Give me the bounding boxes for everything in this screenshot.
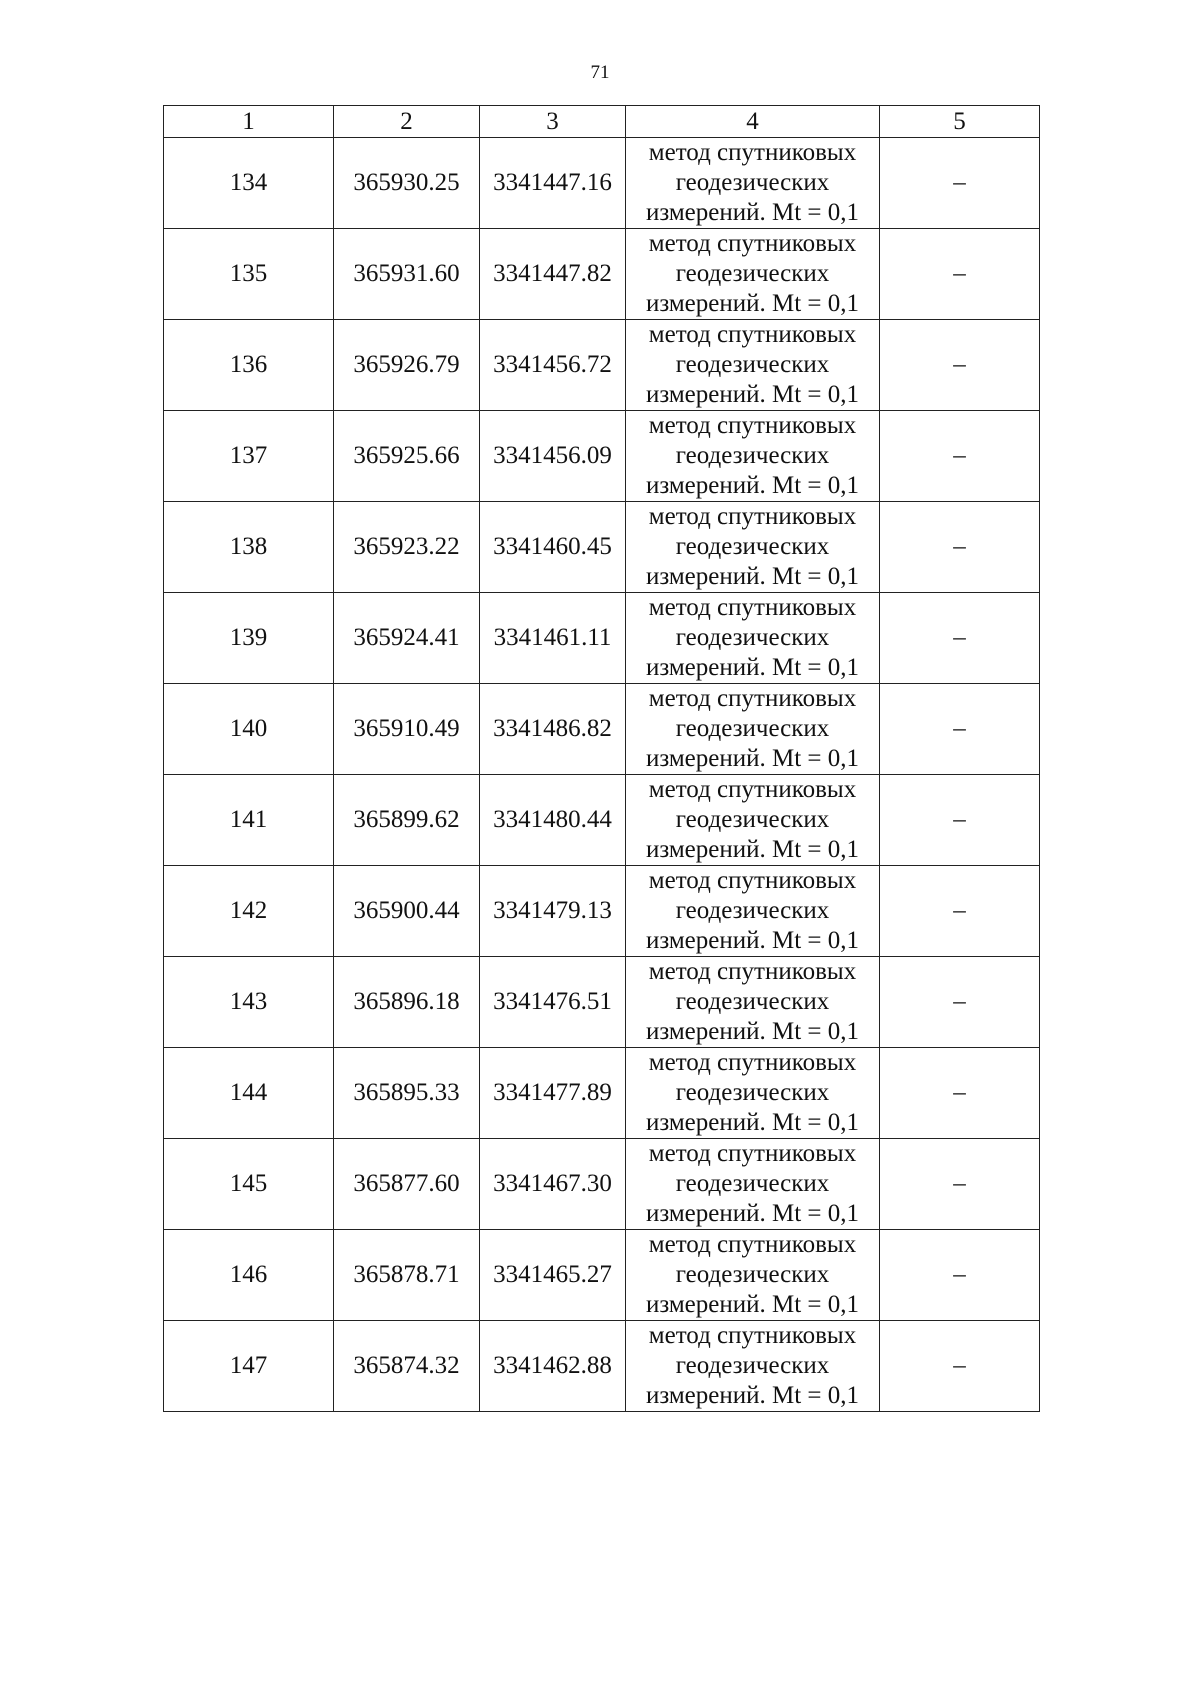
method-cell — [626, 1139, 880, 1230]
note-cell: – — [880, 1139, 1040, 1230]
method-line: геодезических — [675, 1079, 830, 1106]
table-row — [164, 138, 1040, 229]
method-cell — [626, 593, 880, 684]
method-line: измерений. Mt = 0,1 — [645, 290, 860, 317]
note-cell: – — [880, 593, 1040, 684]
x-coordinate-cell: 365895.33 — [334, 1048, 480, 1139]
note-cell: – — [880, 1321, 1040, 1412]
method-cell — [626, 411, 880, 502]
y-coordinate-cell: 3341447.82 — [480, 229, 626, 320]
page-number: 71 — [590, 62, 610, 83]
x-coordinate-cell: 365931.60 — [334, 229, 480, 320]
table-body — [164, 138, 1040, 1412]
method-line: геодезических — [675, 897, 830, 924]
x-coordinate-cell: 365874.32 — [334, 1321, 480, 1412]
note-cell: – — [880, 957, 1040, 1048]
note-cell: – — [880, 229, 1040, 320]
method-cell — [626, 1321, 880, 1412]
method-line: измерений. Mt = 0,1 — [645, 1200, 860, 1227]
y-coordinate-cell: 3341462.88 — [480, 1321, 626, 1412]
coordinates-table — [163, 105, 1040, 1412]
x-coordinate-cell: 365924.41 — [334, 593, 480, 684]
x-coordinate-cell: 365899.62 — [334, 775, 480, 866]
table-row — [164, 1230, 1040, 1321]
method-line: метод спутниковых — [648, 958, 857, 985]
point-number-cell: 141 — [164, 775, 334, 866]
point-number-cell: 145 — [164, 1139, 334, 1230]
method-line: метод спутниковых — [648, 412, 857, 439]
table-row — [164, 320, 1040, 411]
method-cell — [626, 138, 880, 229]
header-cell-2: 2 — [334, 106, 480, 138]
y-coordinate-cell: 3341479.13 — [480, 866, 626, 957]
point-number-cell: 142 — [164, 866, 334, 957]
x-coordinate-cell: 365926.79 — [334, 320, 480, 411]
method-line: геодезических — [675, 260, 830, 287]
method-line: метод спутниковых — [648, 685, 857, 712]
note-cell: – — [880, 1048, 1040, 1139]
method-line: геодезических — [675, 715, 830, 742]
table-row — [164, 593, 1040, 684]
x-coordinate-cell: 365925.66 — [334, 411, 480, 502]
x-coordinate-cell: 365910.49 — [334, 684, 480, 775]
x-coordinate-cell: 365900.44 — [334, 866, 480, 957]
method-line: измерений. Mt = 0,1 — [645, 836, 860, 863]
method-line: метод спутниковых — [648, 1231, 857, 1258]
y-coordinate-cell: 3341467.30 — [480, 1139, 626, 1230]
point-number-cell: 140 — [164, 684, 334, 775]
point-number-cell: 146 — [164, 1230, 334, 1321]
table-row — [164, 502, 1040, 593]
method-line: измерений. Mt = 0,1 — [645, 381, 860, 408]
note-cell: – — [880, 411, 1040, 502]
method-line: геодезических — [675, 1352, 830, 1379]
table-row — [164, 684, 1040, 775]
method-line: измерений. Mt = 0,1 — [645, 199, 860, 226]
table-row — [164, 1321, 1040, 1412]
note-cell: – — [880, 684, 1040, 775]
method-line: измерений. Mt = 0,1 — [645, 472, 860, 499]
table-row — [164, 1048, 1040, 1139]
method-line: измерений. Mt = 0,1 — [645, 927, 860, 954]
table-row — [164, 411, 1040, 502]
point-number-cell: 138 — [164, 502, 334, 593]
y-coordinate-cell: 3341480.44 — [480, 775, 626, 866]
y-coordinate-cell: 3341456.72 — [480, 320, 626, 411]
header-cell-3: 3 — [480, 106, 626, 138]
method-line: геодезических — [675, 533, 830, 560]
method-line: измерений. Mt = 0,1 — [645, 1291, 860, 1318]
table-row — [164, 957, 1040, 1048]
point-number-cell: 137 — [164, 411, 334, 502]
method-line: метод спутниковых — [648, 503, 857, 530]
method-line: метод спутниковых — [648, 594, 857, 621]
note-cell: – — [880, 1230, 1040, 1321]
table-row — [164, 775, 1040, 866]
table-row — [164, 229, 1040, 320]
note-cell: – — [880, 138, 1040, 229]
header-cell-5: 5 — [880, 106, 1040, 138]
point-number-cell: 134 — [164, 138, 334, 229]
note-cell: – — [880, 866, 1040, 957]
point-number-cell: 139 — [164, 593, 334, 684]
y-coordinate-cell: 3341447.16 — [480, 138, 626, 229]
method-line: геодезических — [675, 169, 830, 196]
y-coordinate-cell: 3341456.09 — [480, 411, 626, 502]
x-coordinate-cell: 365896.18 — [334, 957, 480, 1048]
method-line: метод спутниковых — [648, 139, 857, 166]
y-coordinate-cell: 3341461.11 — [480, 593, 626, 684]
method-line: метод спутниковых — [648, 1140, 857, 1167]
method-line: метод спутниковых — [648, 1049, 857, 1076]
x-coordinate-cell: 365877.60 — [334, 1139, 480, 1230]
method-line: измерений. Mt = 0,1 — [645, 1018, 860, 1045]
note-cell: – — [880, 320, 1040, 411]
method-line: геодезических — [675, 624, 830, 651]
x-coordinate-cell: 365878.71 — [334, 1230, 480, 1321]
y-coordinate-cell: 3341477.89 — [480, 1048, 626, 1139]
y-coordinate-cell: 3341486.82 — [480, 684, 626, 775]
method-line: измерений. Mt = 0,1 — [645, 1382, 860, 1409]
note-cell: – — [880, 775, 1040, 866]
point-number-cell: 147 — [164, 1321, 334, 1412]
point-number-cell: 143 — [164, 957, 334, 1048]
method-cell — [626, 229, 880, 320]
method-line: метод спутниковых — [648, 776, 857, 803]
method-cell — [626, 775, 880, 866]
method-line: измерений. Mt = 0,1 — [645, 563, 860, 590]
method-line: геодезических — [675, 442, 830, 469]
method-line: геодезических — [675, 988, 830, 1015]
method-cell — [626, 684, 880, 775]
method-line: метод спутниковых — [648, 867, 857, 894]
method-line: измерений. Mt = 0,1 — [645, 1109, 860, 1136]
header-cell-1: 1 — [164, 106, 334, 138]
method-line: измерений. Mt = 0,1 — [645, 654, 860, 681]
method-line: геодезических — [675, 806, 830, 833]
x-coordinate-cell: 365923.22 — [334, 502, 480, 593]
table-row — [164, 1139, 1040, 1230]
point-number-cell: 144 — [164, 1048, 334, 1139]
method-line: геодезических — [675, 1170, 830, 1197]
method-cell — [626, 1048, 880, 1139]
method-line: метод спутниковых — [648, 321, 857, 348]
header-row — [164, 106, 1040, 138]
point-number-cell: 136 — [164, 320, 334, 411]
table-header — [164, 106, 1040, 138]
method-cell — [626, 866, 880, 957]
method-line: геодезических — [675, 1261, 830, 1288]
x-coordinate-cell: 365930.25 — [334, 138, 480, 229]
y-coordinate-cell: 3341476.51 — [480, 957, 626, 1048]
y-coordinate-cell: 3341465.27 — [480, 1230, 626, 1321]
method-line: измерений. Mt = 0,1 — [645, 745, 860, 772]
header-cell-4: 4 — [626, 106, 880, 138]
table-row — [164, 866, 1040, 957]
point-number-cell: 135 — [164, 229, 334, 320]
method-line: геодезических — [675, 351, 830, 378]
method-cell — [626, 1230, 880, 1321]
method-line: метод спутниковых — [648, 1322, 857, 1349]
method-line: метод спутниковых — [648, 230, 857, 257]
method-cell — [626, 957, 880, 1048]
note-cell: – — [880, 502, 1040, 593]
method-cell — [626, 320, 880, 411]
method-cell — [626, 502, 880, 593]
y-coordinate-cell: 3341460.45 — [480, 502, 626, 593]
